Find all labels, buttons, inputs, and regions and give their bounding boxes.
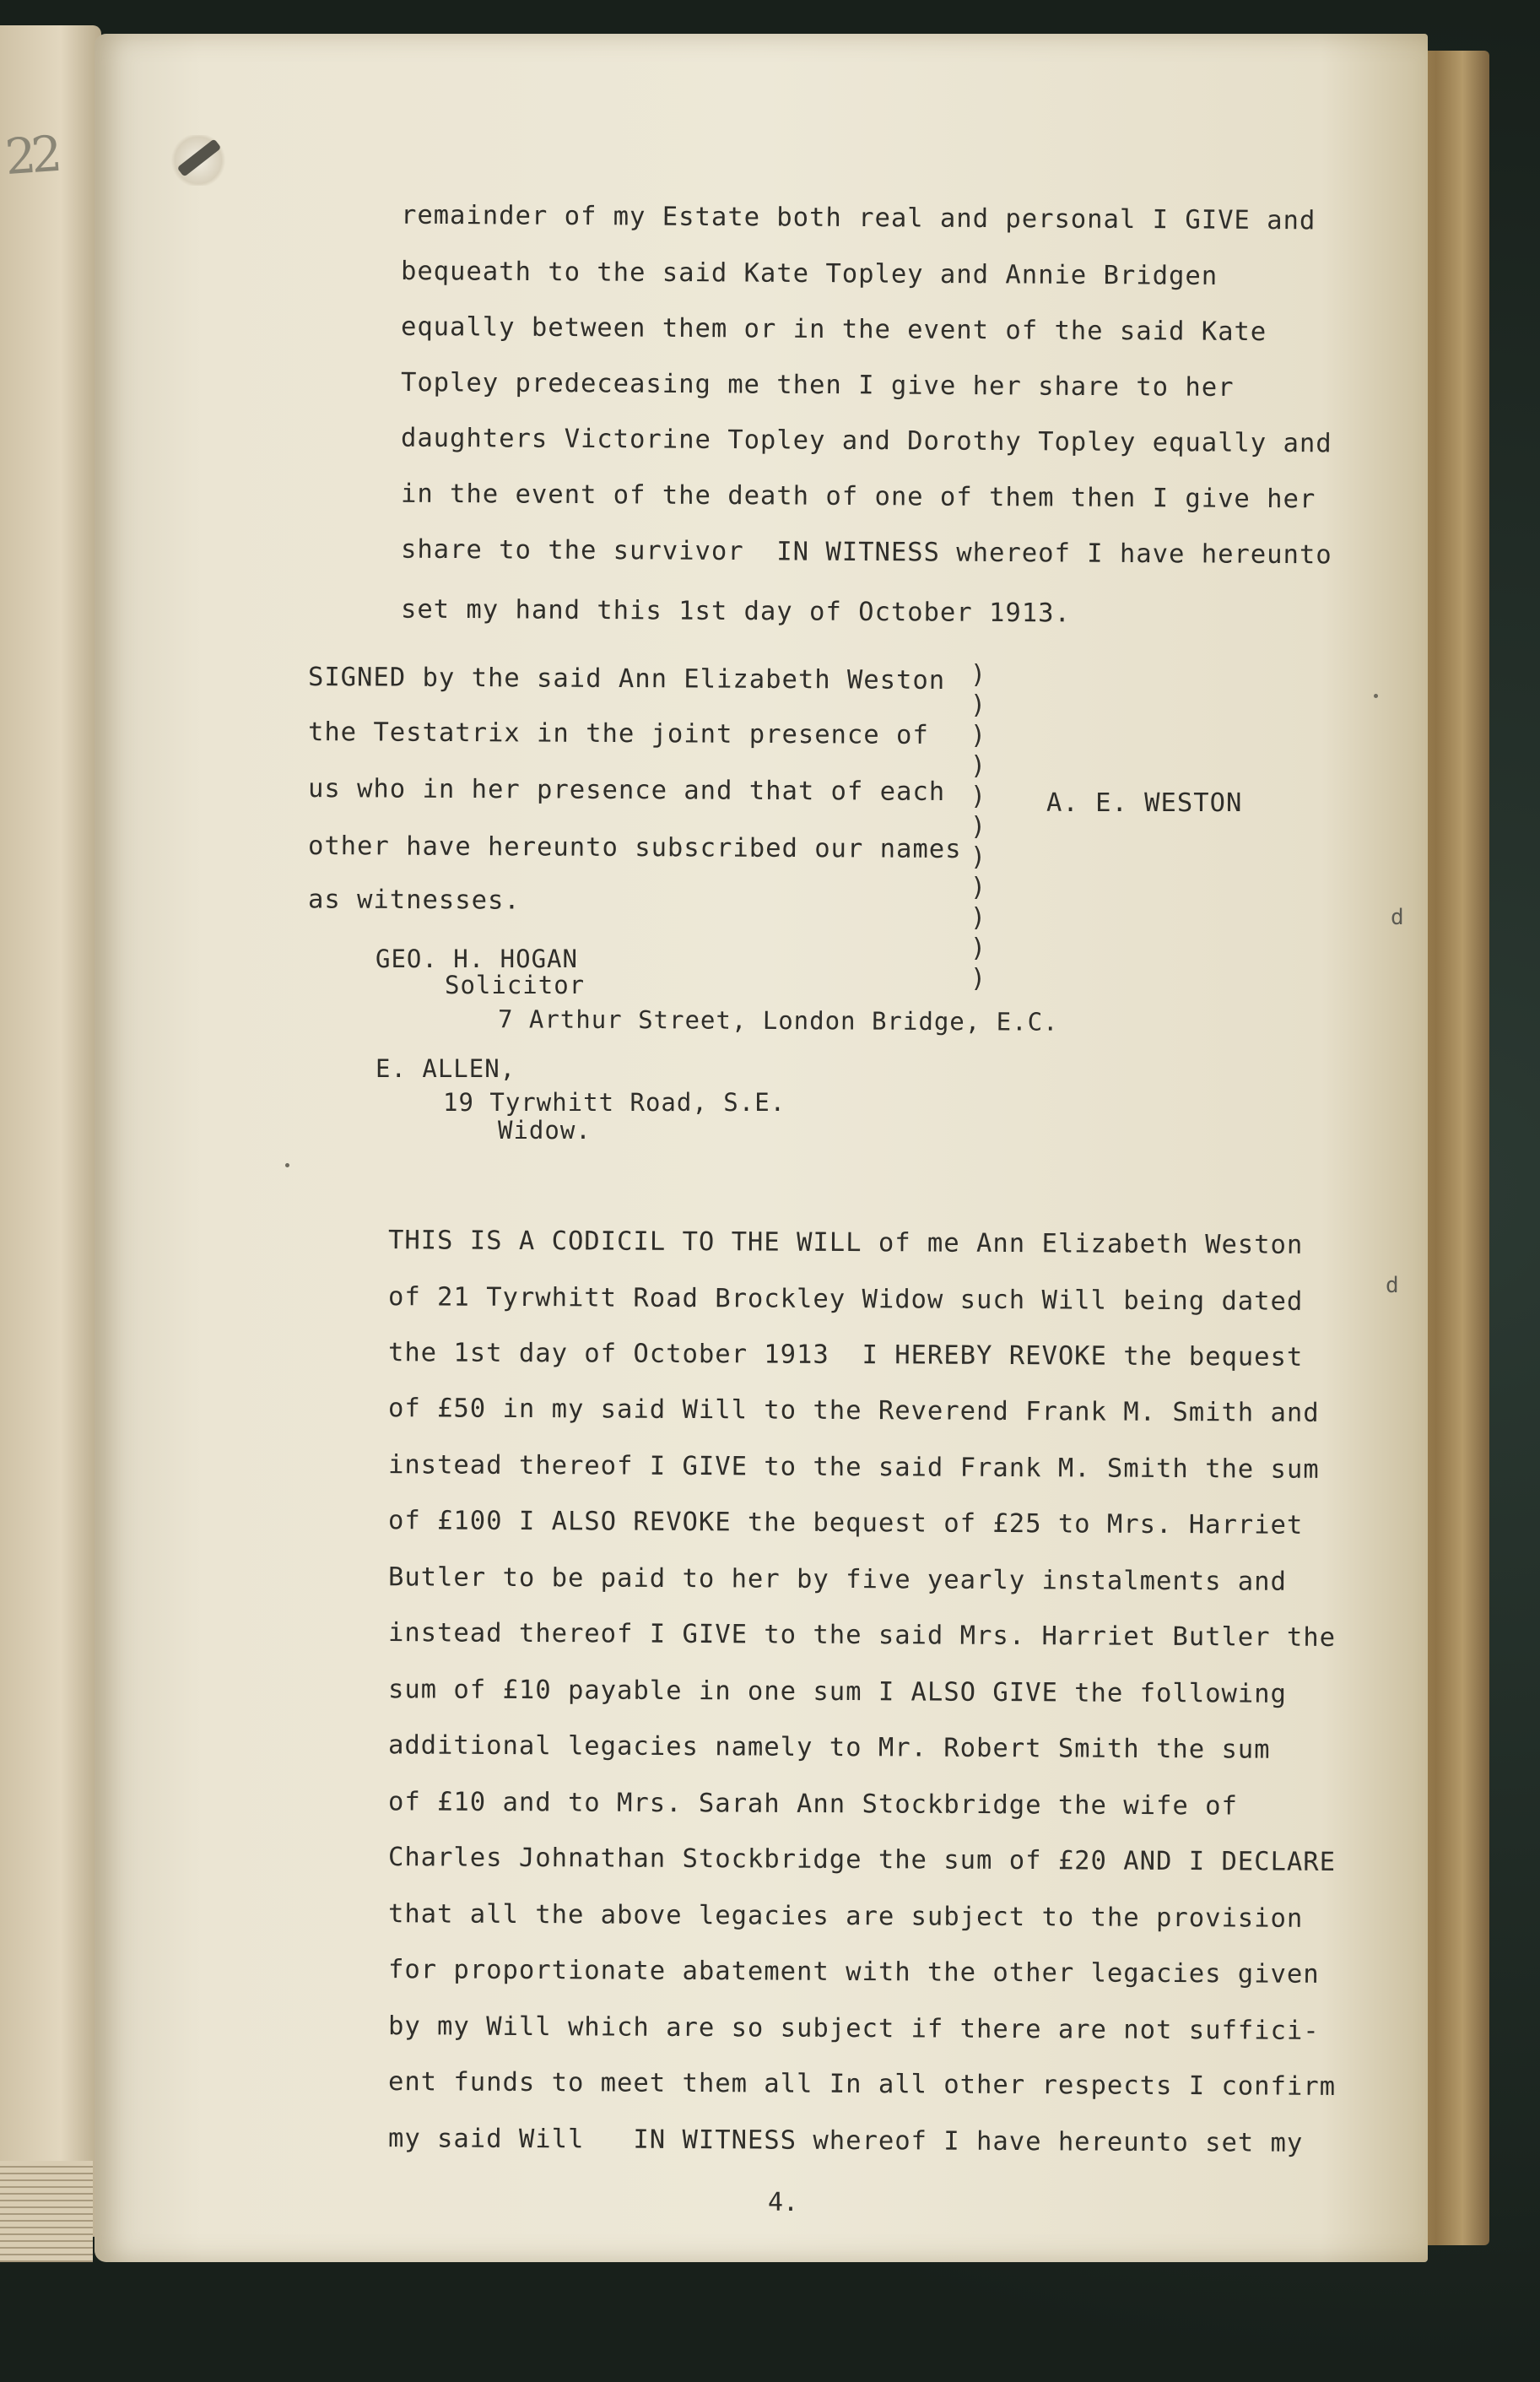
codicil-line: of 21 Tyrwhitt Road Brockley Widow such Will being dated — [387, 1282, 1304, 1317]
codicil-line: by my Will which are so subject if there are not suffici- — [387, 2011, 1320, 2046]
ink-speck — [285, 1163, 289, 1167]
witness-address: 19 Tyrwhitt Road, S.E. — [443, 1088, 786, 1117]
attestation-line: other have hereunto subscribed our names — [307, 831, 962, 865]
will-line: remainder of my Estate both real and personal I GIVE and — [400, 200, 1316, 236]
codicil-line: instead thereof I GIVE to the said Mrs. Harriet Butler the — [387, 1618, 1337, 1653]
codicil-line: of £100 I ALSO REVOKE the bequest of £25 to Mrs. Harriet — [387, 1506, 1304, 1540]
margin-mark: d — [1386, 1273, 1399, 1298]
codicil-line: the 1st day of October 1913 I HEREBY REVOKE the bequest — [387, 1338, 1304, 1372]
witness-address: 7 Arthur Street, London Bridge, E.C. — [497, 1004, 1059, 1037]
margin-page-number: 22 — [3, 124, 60, 187]
codicil-line: of £10 and to Mrs. Sarah Ann Stockbridge the wife of — [387, 1787, 1238, 1822]
will-line: share to the survivor IN WITNESS whereof I have hereunto — [400, 534, 1332, 571]
codicil-line: Charles Johnathan Stockbridge the sum of £20 AND I DECLARE — [387, 1843, 1337, 1877]
witness-name: E. ALLEN, — [376, 1054, 516, 1083]
attestation-line: us who in her presence and that of each — [307, 774, 946, 807]
previous-page-edges — [0, 2161, 93, 2262]
ink-speck — [1374, 694, 1378, 698]
codicil-line: Butler to be paid to her by five yearly instalments and — [387, 1562, 1288, 1597]
attestation-brace: ) ) ) ) ) ) ) ) ) ) ) — [970, 660, 986, 993]
attestation-line: SIGNED by the said Ann Elizabeth Weston — [307, 663, 946, 696]
will-line: Topley predeceasing me then I give her share to her — [400, 367, 1235, 403]
will-line: bequeath to the said Kate Topley and Annie Bridgen — [400, 257, 1218, 291]
testatrix-signature: A. E. WESTON — [1046, 788, 1243, 818]
codicil-line: sum of £10 payable in one sum I ALSO GIVE the following — [387, 1675, 1288, 1709]
codicil-line: additional legacies namely to Mr. Robert Smith the sum — [387, 1730, 1271, 1765]
previous-page — [0, 25, 101, 2237]
attestation-line: as witnesses. — [307, 885, 521, 916]
codicil-line: ent funds to meet them all In all other respects I confirm — [387, 2067, 1337, 2102]
witness-name: GEO. H. HOGAN — [376, 945, 578, 973]
codicil-line: my said Will IN WITNESS whereof I have hereunto set my — [387, 2124, 1304, 2158]
attestation-line: the Testatrix in the joint presence of — [307, 717, 929, 750]
will-line: set my hand this 1st day of October 1913. — [400, 594, 1071, 629]
codicil-line: that all the above legacies are subject to the provision — [387, 1899, 1304, 1934]
will-line: in the event of the death of one of them then I give her — [400, 479, 1316, 515]
codicil-line: of £50 in my said Will to the Reverend Frank M. Smith and — [387, 1394, 1320, 1428]
codicil-line: for proportionate abatement with the other legacies given — [387, 1955, 1320, 1990]
codicil-line: THIS IS A CODICIL TO THE WILL of me Ann Elizabeth Weston — [387, 1226, 1304, 1260]
witness-title: Solicitor — [445, 971, 586, 999]
witness-status: Widow. — [498, 1116, 592, 1145]
page-number: 4. — [768, 2188, 799, 2217]
will-line: daughters Victorine Topley and Dorothy Topley equally and — [400, 423, 1332, 459]
margin-mark: d — [1391, 905, 1404, 930]
codicil-line: instead thereof I GIVE to the said Frank M. Smith the sum — [387, 1450, 1320, 1485]
will-line: equally between them or in the event of the said Kate — [400, 311, 1267, 348]
